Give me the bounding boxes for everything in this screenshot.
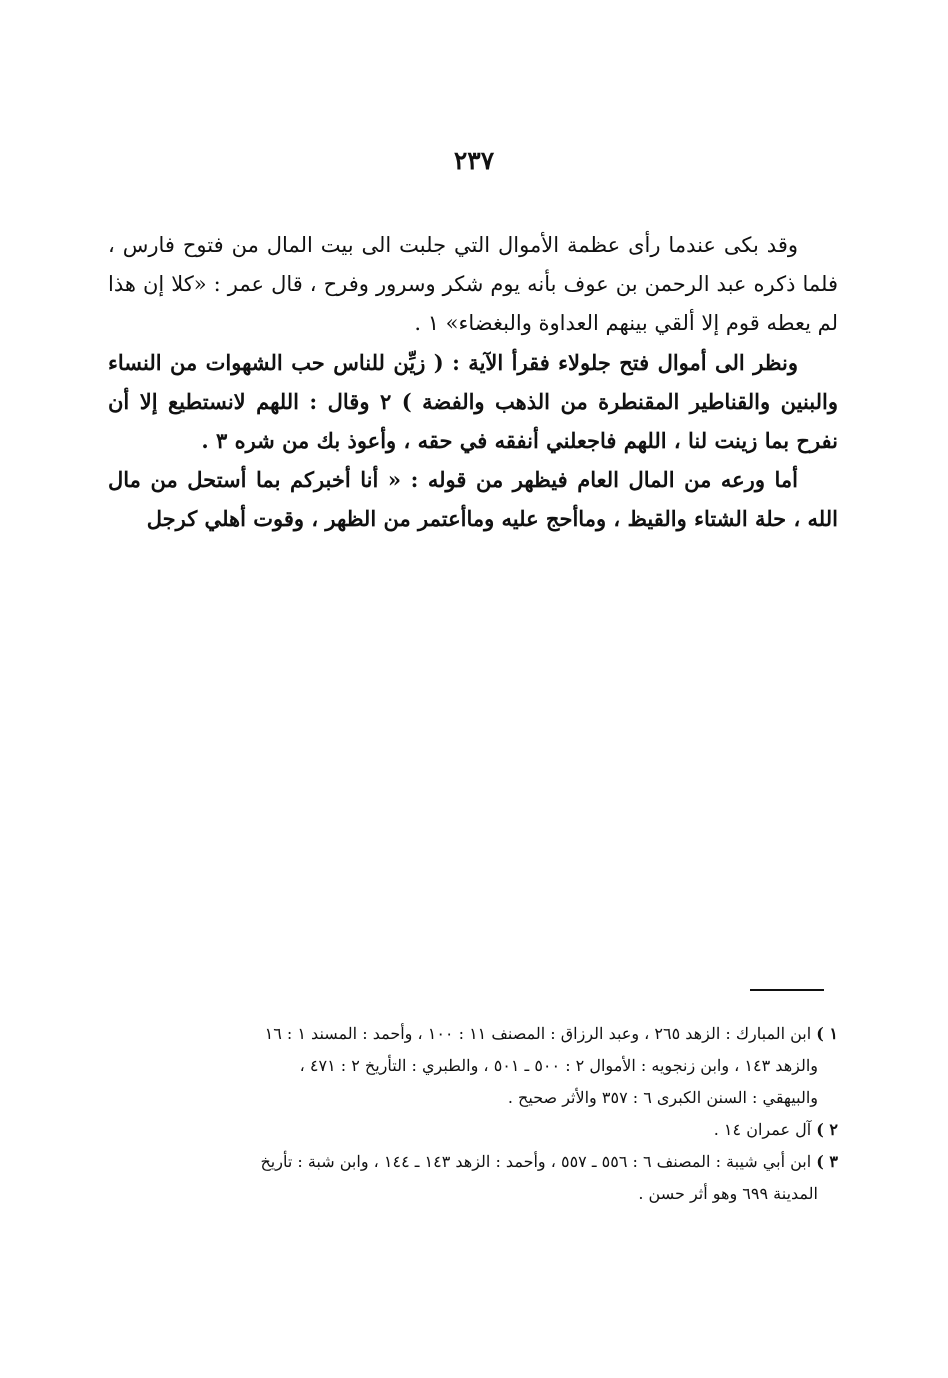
footnote-text: ابن المبارك : الزهد ٢٦٥ ، وعبد الرزاق : المصنف ١١ : ١٠٠ ، وأحمد : المسند ١ : ١٦	[264, 1024, 812, 1043]
footnotes	[132, 1018, 838, 1210]
footnote-number: ١ )	[816, 1024, 838, 1043]
footnote-text: المدينة ٦٩٩ وهو أثر حسن .	[638, 1184, 818, 1203]
footnote-number: ٣ )	[816, 1152, 838, 1171]
paragraph-2: ونظر الى أموال فتح جلولاء فقرأ الآية : ( زيِّن للناس حب الشهوات من النساء والبنين والقناطير المقنطرة من الذهب والفضة ) ٢ وقال : اللهم لانستطيع إلا أن نفرح بما زينت لنا ، اللهم فاجعلني أنفقه في حقه ، وأعوذ بك من شره ٣ .	[108, 350, 839, 453]
footnote-text: والبيهقي : السنن الكبرى ٦ : ٣٥٧ والأثر صحيح .	[507, 1088, 818, 1107]
footnote-separator	[750, 989, 824, 991]
footnote-text: ابن أبي شيبة : المصنف ٦ : ٥٥٦ ـ ٥٥٧ ، وأحمد : الزهد ١٤٣ ـ ١٤٤ ، وابن شبة : تأريخ	[260, 1152, 812, 1171]
paragraph-3: أما ورعه من المال العام فيظهر من قوله : « أنا أخبركم بما أستحل من مال الله ، حلة الشتاء والقيظ ، وماأحج عليه وماأعتمر من الظهر ، وقوت أهلي كرجل	[108, 467, 838, 531]
footnote-2	[132, 1114, 838, 1146]
footnote-3	[132, 1146, 838, 1210]
footnote-text: والزهد ١٤٣ ، وابن زنجويه : الأموال ٢ : ٥٠٠ ـ ٥٠١ ، والطبري : التأريخ ٢ : ٤٧١ ،	[299, 1056, 818, 1075]
main-text	[108, 226, 838, 538]
footnote-number: ٢ )	[816, 1120, 838, 1139]
page-number: ٢٣٧	[453, 146, 495, 175]
paragraph-1: وقد بكى عندما رأى عظمة الأموال التي جلبت الى بيت المال من فتوح فارس ، فلما ذكره عبد الرحمن بن عوف بأنه يوم شكر وسرور وفرح ، قال عمر : «كلا إن هذا لم يعطه قوم إلا ألقي بينهم العداوة والبغضاء» ١ .	[108, 233, 838, 335]
footnote-text: آل عمران ١٤ .	[713, 1120, 812, 1139]
footnote-1	[132, 1018, 838, 1114]
